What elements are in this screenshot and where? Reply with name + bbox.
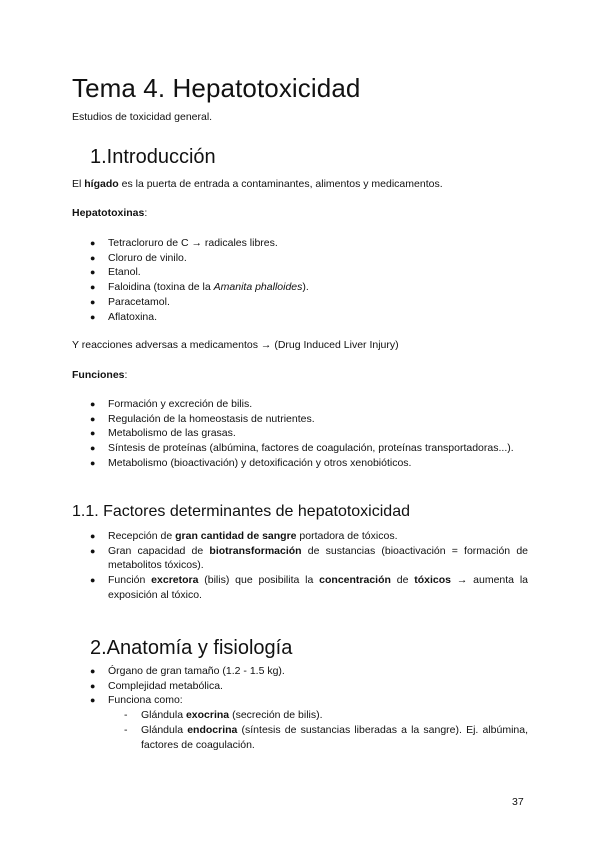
bullet-icon: ●	[90, 575, 96, 586]
list-item: ● Función excretora (bilis) que posibilita la concentración de tóxicos → aumenta la exposición al tóxico.	[90, 574, 528, 601]
bullet-icon: ●	[90, 531, 96, 541]
bullet-icon: ●	[90, 238, 96, 248]
dili-paragraph: Y reacciones adversas a medicamentos → (Drug Induced Liver Injury)	[72, 339, 399, 351]
page-number: 37	[512, 796, 524, 808]
dash-icon: -	[124, 709, 128, 722]
section-heading-factores: 1.1. Factores determinantes de hepatotoxicidad	[72, 503, 410, 520]
list-item: ● Órgano de gran tamaño (1.2 - 1.5 kg).	[90, 665, 285, 677]
bullet-icon: ●	[90, 680, 96, 691]
hepatotoxinas-list	[72, 236, 528, 324]
bullet-icon: ●	[90, 443, 96, 454]
dash-icon: -	[124, 723, 128, 736]
list-item: ● Regulación de la homeostasis de nutrientes.	[90, 412, 315, 425]
funciona-como-sublist	[105, 708, 528, 752]
list-item: ● Recepción de gran cantidad de sangre portadora de tóxicos.	[90, 530, 398, 542]
bullet-icon: ●	[90, 267, 96, 278]
list-item: ● Aflatoxina.	[90, 310, 158, 323]
intro-bold-term: hígado	[84, 178, 119, 190]
list-item: ● Metabolismo (bioactivación) y detoxificación y otros xenobióticos.	[90, 456, 412, 469]
list-item: ● Complejidad metabólica.	[90, 679, 223, 692]
list-item: ● Faloidina (toxina de la Amanita phalloides).	[90, 281, 309, 294]
list-item: ● Metabolismo de las grasas.	[90, 427, 236, 440]
list-item: ● Funciona como: - Glándula exocrina (secreción de bilis). - Glándula endocrina (síntesis de sustancias liberadas a la sangre). Ej. albúmina, factores de coagulación.	[90, 694, 528, 751]
bullet-icon: ●	[90, 413, 96, 424]
list-item: ● Etanol.	[90, 266, 141, 279]
list-item: ● Paracetamol.	[90, 295, 170, 308]
hepatotoxinas-label: Hepatotoxinas:	[72, 207, 148, 219]
anatomia-list	[72, 664, 528, 752]
list-item: ● Gran capacidad de biotransformación de sustancias (bioactivación = formación de metabolitos tóxicos).	[90, 544, 528, 572]
factores-list	[72, 529, 528, 603]
bullet-icon: ●	[90, 399, 96, 409]
funciones-label: Funciones:	[72, 369, 128, 381]
sublist-item: - Glándula endocrina (síntesis de sustancias liberadas a la sangre). Ej. albúmina, factores de coagulación.	[124, 723, 528, 751]
section-heading-introduccion: 1.Introducción	[90, 146, 216, 168]
page-title: Tema 4. Hepatotoxicidad	[72, 73, 361, 103]
page-subtitle: Estudios de toxicidad general.	[72, 111, 213, 123]
bullet-icon: ●	[90, 545, 96, 556]
bullet-icon: ●	[90, 457, 96, 468]
bullet-icon: ●	[90, 282, 96, 293]
bullet-icon: ●	[90, 252, 96, 263]
bullet-icon: ●	[90, 428, 96, 439]
sublist-item: - Glándula exocrina (secreción de bilis).	[124, 709, 323, 722]
section-heading-anatomia: 2.Anatomía y fisiología	[90, 637, 293, 659]
list-item: ● Tetracloruro de C → radicales libres.	[90, 237, 278, 249]
list-item: ● Formación y excreción de bilis.	[90, 398, 253, 410]
list-item: ● Cloruro de vinilo.	[90, 251, 187, 264]
list-item: ● Síntesis de proteínas (albúmina, factores de coagulación, proteínas transportadoras...).	[90, 442, 514, 455]
bullet-icon: ●	[90, 311, 96, 322]
intro-paragraph: El hígado es la puerta de entrada a contaminantes, alimentos y medicamentos.	[72, 178, 443, 190]
funciones-list	[72, 397, 528, 471]
bullet-icon: ●	[90, 666, 96, 676]
bullet-icon: ●	[90, 695, 96, 706]
bullet-icon: ●	[90, 296, 96, 307]
